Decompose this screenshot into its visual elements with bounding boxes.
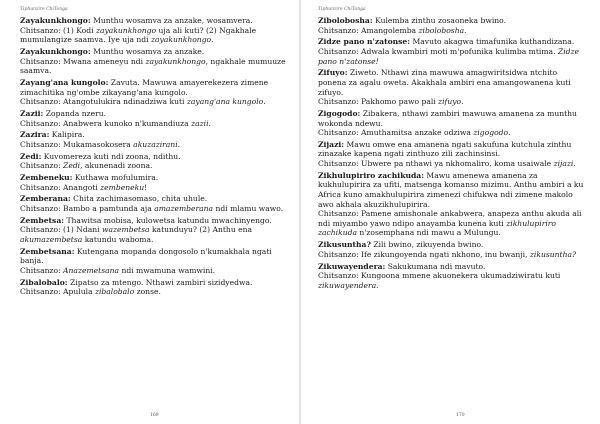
example-text: Chitsanzo: Ife zikungoyenda ngati nkhono, inu bwanji, bbox=[318, 249, 530, 259]
example-term: zazii bbox=[191, 118, 209, 128]
entry-definition bbox=[318, 171, 586, 209]
example-text: Chitsanzo: Anangoti bbox=[20, 182, 101, 192]
definition-text: Zipatso za mtengo. Nthawi zambiri sizidyedwa. bbox=[67, 277, 253, 287]
entry-example bbox=[20, 225, 290, 244]
example-term: zayang'ana kungolo bbox=[186, 97, 264, 107]
example-text: Chitsanzo: Atangotulukira ndinadziwa kuti bbox=[20, 97, 187, 107]
definition-text: Sakukumana ndi mavuto. bbox=[385, 261, 486, 271]
entry-definition bbox=[318, 262, 586, 272]
entry-example bbox=[318, 47, 586, 66]
definition-text: Ziweto. Nthawi zina mawuwa amagwiritsidwa ntchito ponena za agalu oweta. Akakhala ambiri ena amangowanena kuti zifuyo. bbox=[318, 68, 571, 97]
headword: Zikusuntha? bbox=[318, 240, 371, 250]
dictionary-entry bbox=[318, 16, 586, 35]
definition-text: Munthu wosamva za anzake, wosamvera. bbox=[90, 16, 253, 25]
headword: Zayakunkhongo: bbox=[20, 16, 91, 25]
dictionary-entry bbox=[20, 16, 290, 45]
headword: Zembeneku: bbox=[20, 173, 73, 183]
dictionary-entry bbox=[20, 78, 290, 107]
dictionary-entry bbox=[318, 171, 586, 238]
dictionary-entry bbox=[318, 262, 586, 291]
running-header: Tiphunzire ChiTonga bbox=[20, 7, 68, 12]
entry-example bbox=[318, 97, 586, 107]
example-text: . bbox=[573, 159, 576, 169]
example-term: zijazi bbox=[553, 159, 574, 169]
example-text: Chitsanzo: Adwala kwambiri moti m'pofunika kulimba mtima. bbox=[318, 46, 558, 56]
headword: Zifuyo: bbox=[318, 68, 348, 78]
headword: Zayakunkhongo: bbox=[20, 46, 91, 56]
example-text: Chitsanzo: Kungoona mmene akuonekera ukumadziwiratu kuti bbox=[318, 271, 561, 281]
example-text: Chitsanzo: Mukamasokosera bbox=[20, 139, 134, 149]
example-text: ! bbox=[144, 182, 148, 192]
example-term: zayakunkhongo bbox=[145, 56, 206, 66]
entry-example bbox=[318, 250, 586, 260]
example-text: Chitsanzo: Bambo a pamtunda aja bbox=[20, 204, 155, 213]
dictionary-entry bbox=[318, 140, 586, 169]
dictionary-entry bbox=[318, 68, 586, 106]
example-text: katundu waboma. bbox=[82, 234, 154, 244]
entry-example bbox=[20, 119, 290, 129]
entry-example bbox=[20, 97, 290, 107]
example-term: zayakunkhongo bbox=[151, 35, 212, 45]
example-text: Chitsanzo: (1) Kodi bbox=[20, 25, 96, 35]
headword: Zazira: bbox=[20, 130, 50, 140]
entry-definition bbox=[20, 109, 290, 119]
example-text: ndi mwamuna wamwini. bbox=[119, 265, 216, 275]
example-text: uja ali kuti? (2) Ngakhale mumulangize saamva. Iye uja ndi bbox=[20, 25, 257, 45]
example-term: Zidze pano n'zatonse! bbox=[318, 46, 579, 66]
definition-text: Thawitsa mobisa, kulowetsa katundu mwachinyengo. bbox=[64, 215, 272, 225]
example-text: ndi mlamu wawo. bbox=[213, 204, 284, 213]
example-text: . bbox=[508, 128, 511, 138]
definition-text: Mawu amenewa amanena za kukhulupirira za ufiti, matsenga komanso mizimu. Anthu ambiri a ku Africa kuno amakhulupirira zimenezi chifukwa ndi zimene makolo awo akhala akuzikhulupirira. bbox=[318, 170, 584, 209]
definition-text: Chita zachimasomaso, chita uhule. bbox=[70, 194, 208, 204]
example-text: Chitsanzo: Pamene amishonale ankabwera, anapeza anthu akuda ali ndi miyambo yawo ndipo anayamba kunena kuti bbox=[318, 209, 582, 228]
headword: Zedi: bbox=[20, 151, 42, 161]
example-text: Chitsanzo: Amuthamitsa anzake odziwa bbox=[318, 128, 474, 138]
entry-example bbox=[20, 26, 290, 45]
example-term: zayakunkhongo bbox=[95, 25, 157, 35]
headword: Zikhulupiriro zachikuda: bbox=[318, 170, 425, 180]
definition-text: Kalipira. bbox=[49, 130, 85, 140]
entry-definition bbox=[20, 16, 290, 26]
dictionary-entry bbox=[20, 194, 290, 213]
example-text: , akunenadi zoona. bbox=[80, 161, 153, 171]
definition-text: Zili bwino, zikuyenda bwino. bbox=[370, 240, 484, 250]
entry-list bbox=[318, 16, 586, 290]
entry-example bbox=[20, 266, 290, 276]
dictionary-entry bbox=[20, 152, 290, 171]
dictionary-entry bbox=[20, 216, 290, 245]
dictionary-entry bbox=[20, 47, 290, 76]
example-term: zigogodo bbox=[473, 128, 509, 138]
example-term: amazemberana bbox=[154, 204, 214, 213]
example-text: . bbox=[211, 35, 214, 45]
definition-text: Kuthawa mofulumira. bbox=[72, 173, 159, 183]
headword: Zembetsa: bbox=[20, 215, 65, 225]
entry-definition bbox=[20, 130, 290, 140]
example-text: . bbox=[376, 280, 379, 290]
example-term: zibalobalo bbox=[94, 287, 135, 297]
dictionary-entry bbox=[318, 240, 586, 259]
example-text: Chitsanzo: Pakhomo pawo pali bbox=[318, 97, 439, 107]
entry-definition bbox=[20, 216, 290, 226]
entry-list bbox=[20, 16, 290, 297]
headword: Zembetsana: bbox=[20, 246, 75, 256]
example-term: zikuwayendera bbox=[318, 280, 377, 290]
example-text: . bbox=[263, 97, 266, 107]
dictionary-entry bbox=[20, 173, 290, 192]
example-text: Chitsanzo: bbox=[20, 265, 64, 275]
example-text: Chitsanzo: Ubwere pa nthawi ya nkhomaliro, koma usaiwale bbox=[318, 159, 554, 169]
headword: Zayang'ana kungolo: bbox=[20, 77, 109, 87]
example-term: zembeneku bbox=[100, 182, 145, 192]
example-text: . bbox=[208, 118, 211, 128]
entry-example bbox=[318, 159, 586, 169]
example-term: zikusuntha? bbox=[529, 249, 577, 259]
definition-text: Zibakera, nthawi zambiri mawuwa amanena za munthu wokonda ndewu. bbox=[318, 108, 577, 128]
entry-definition bbox=[20, 152, 290, 162]
headword: Zidze pano n'zatonse: bbox=[318, 37, 411, 47]
example-term: Anazemetsana bbox=[63, 265, 120, 275]
headword: Zigogodo: bbox=[318, 108, 361, 118]
entry-definition bbox=[20, 194, 290, 204]
entry-example bbox=[318, 209, 586, 238]
dictionary-entry bbox=[20, 247, 290, 276]
definition-text: Zavuta. Mawuwa amayerekezera zimene zimachitika ng'ombe zikayang'ana kungolo. bbox=[20, 77, 269, 97]
entry-definition bbox=[20, 78, 290, 97]
headword: Zemberana: bbox=[20, 194, 71, 204]
headword: Zijazi: bbox=[318, 139, 345, 149]
example-term: zikhulupiriro zachikuda bbox=[318, 218, 556, 238]
entry-example bbox=[20, 140, 290, 150]
entry-example bbox=[318, 128, 586, 138]
entry-definition bbox=[318, 240, 586, 250]
example-text: . bbox=[464, 25, 467, 35]
headword: Zibalobalo: bbox=[20, 277, 68, 287]
headword: Zibolobosha: bbox=[318, 16, 373, 25]
page-number: 170 bbox=[456, 413, 465, 418]
entry-definition bbox=[20, 278, 290, 288]
definition-text: Kulemba zinthu zosaoneka bwino. bbox=[372, 16, 506, 25]
entry-example bbox=[20, 57, 290, 76]
headword: Zikuwayendera: bbox=[318, 261, 386, 271]
entry-example bbox=[20, 161, 290, 171]
entry-definition bbox=[318, 37, 586, 47]
dictionary-entry bbox=[318, 37, 586, 66]
definition-text: Kuvomereza kuti ndi zoona, ndithu. bbox=[41, 151, 181, 161]
definition-text: Munthu wosamva za anzake. bbox=[90, 46, 205, 56]
entry-example bbox=[20, 287, 290, 297]
entry-definition bbox=[318, 16, 586, 26]
example-text: katunduyu? (2) Anthu ena bbox=[149, 225, 253, 235]
dictionary-entry bbox=[20, 109, 290, 128]
running-header: Tiphunzire ChiTonga bbox=[318, 7, 366, 12]
definition-text: Kutengana mopanda dongosolo n'kumakhala ngati banja. bbox=[20, 246, 272, 266]
entry-definition bbox=[20, 247, 290, 266]
dictionary-entry bbox=[20, 278, 290, 297]
entry-example bbox=[20, 183, 290, 193]
example-term: Zedi bbox=[63, 161, 81, 171]
example-text: n'zosemphana ndi mawu a Mulungu. bbox=[356, 228, 501, 238]
example-text: Chitsanzo: Anabwera kunoko n'kumandiuza bbox=[20, 118, 192, 128]
example-text: zonse. bbox=[134, 287, 161, 297]
headword: Zazii: bbox=[20, 108, 44, 118]
entry-definition bbox=[318, 109, 586, 128]
example-term: akuzazirani bbox=[133, 139, 178, 149]
example-term: zifuyo bbox=[438, 97, 462, 107]
definition-text: Mavuto akagwa timafunika kuthandizana. bbox=[410, 37, 575, 47]
page-number: 169 bbox=[150, 413, 159, 418]
example-term: zibolobosha bbox=[418, 25, 465, 35]
definition-text: Mawu omwe ena amanena ngati sakufuna kutchula zinthu zinazake kapena ngati zinthuzo zili zachinsinsi. bbox=[318, 139, 572, 159]
entry-definition bbox=[20, 173, 290, 183]
entry-definition bbox=[318, 140, 586, 159]
example-term: akumazembetsa bbox=[20, 234, 83, 244]
entry-definition bbox=[20, 47, 290, 57]
example-text: . bbox=[461, 97, 464, 107]
example-text: Chitsanzo: Mwana ameneyu ndi bbox=[20, 56, 146, 66]
dictionary-entry bbox=[318, 109, 586, 138]
entry-example bbox=[318, 271, 586, 290]
example-text: Chitsanzo: Apulula bbox=[20, 287, 95, 297]
entry-example bbox=[318, 26, 586, 36]
example-text: . bbox=[177, 139, 181, 149]
example-text: Chitsanzo: (1) Ndani bbox=[20, 225, 102, 235]
definition-text: Zopanda nzeru. bbox=[43, 108, 107, 118]
example-text: Chitsanzo: Amangolemba bbox=[318, 25, 419, 35]
example-text: Chitsanzo: bbox=[20, 161, 64, 171]
example-term: wazembetsa bbox=[101, 225, 150, 235]
entry-example bbox=[20, 204, 290, 214]
dictionary-entry bbox=[20, 130, 290, 149]
entry-definition bbox=[318, 68, 586, 97]
right-page bbox=[300, 0, 600, 424]
example-text: , ngakhale mumuuze saamva. bbox=[20, 56, 286, 76]
